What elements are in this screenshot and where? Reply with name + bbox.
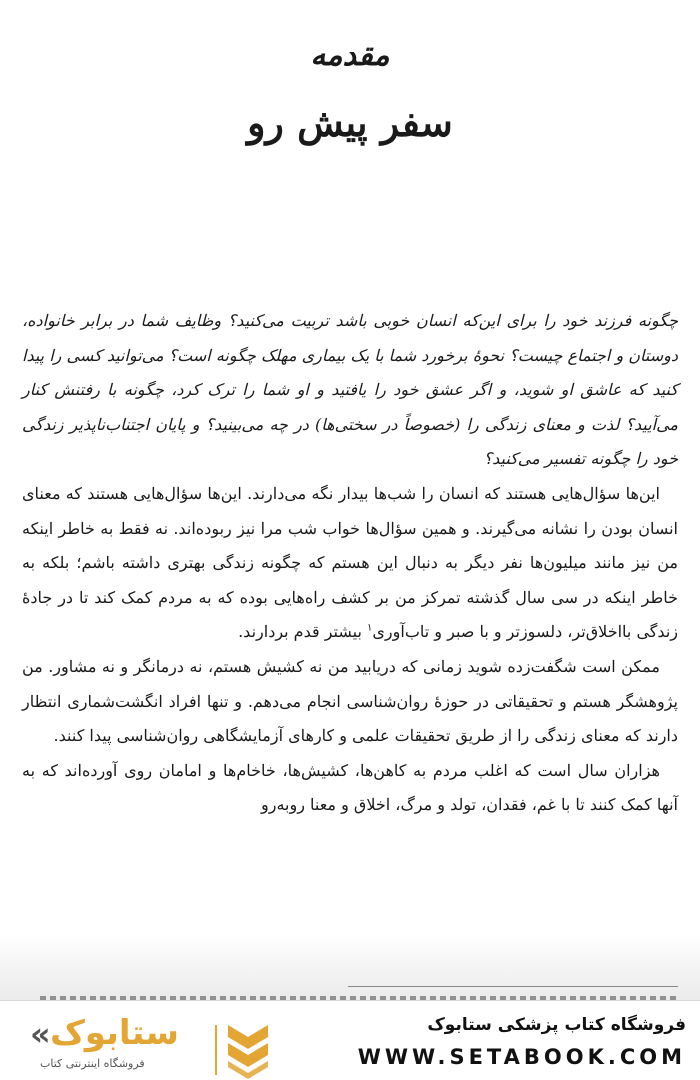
double-chevron-icon: « xyxy=(30,1015,51,1053)
chapter-label: مقدمه xyxy=(310,38,390,73)
intro-paragraph: چگونه فرزند خود را برای این‌که انسان خوبی باشد تربیت می‌کنید؟ وظایف شما در برابر خانواده، دوستان و اجتماع چیست؟ نحوهٔ برخورد شما با یک بیماری مهلک چگونه است؟ می‌توانید کسی را پیدا کنید که عاشق او شوید، و اگر عشق خود را یافتید و او شما را ترک کرد، چگونه با رفتنش کنار می‌آیید؟ لذت و معنای زندگی را (خصوصاً در سختی‌ها) در چه می‌بینید؟ و پایان اجتناب‌ناپذیر زندگی خود را چگونه تفسیر می‌کنید؟ xyxy=(22,311,679,469)
chapter-title: سفر پیش رو xyxy=(247,100,453,145)
logo-word: ستابوک xyxy=(50,1013,179,1053)
footnote-marker[interactable]: ۱ xyxy=(367,623,373,635)
logo-tagline: فروشگاه اینترنتی کتاب xyxy=(40,1057,145,1070)
store-logo[interactable] xyxy=(30,1011,270,1073)
logo-divider xyxy=(215,1025,217,1075)
page-body xyxy=(22,304,678,823)
store-banner[interactable] xyxy=(0,1000,700,1080)
footnote-text-clipped xyxy=(40,992,680,1000)
paragraph-3: ممکن است شگفت‌زده شوید زمانی که دریابید من نه کشیش هستم، نه درمانگر و نه مشاور. من پژوهشگر هستم و تحقیقاتی در حوزهٔ روان‌شناسی انجام می‌دهم. و تنها افراد انگشت‌شماری انتظار دارند که معنای زندگی را از طریق تحقیقات علمی و کارهای آزمایشگاهی روان‌شناسی پیدا کنند. xyxy=(22,656,678,746)
paragraph-2-tail: بیشتر قدم بردارند. xyxy=(238,622,362,642)
paragraph-2 xyxy=(22,477,678,650)
store-url[interactable]: WWW.SETABOOK.COM xyxy=(357,1045,686,1069)
paragraph-4: هزاران سال است که اغلب مردم به کاهن‌ها، کشیش‌ها، خاخام‌ها و امامان روی آورده‌اند که به آنها کمک کنند تا با غم، فقدان، تولد و مرگ، اخلاق و معنا روبه‌رو xyxy=(22,760,678,815)
footnote-divider xyxy=(348,986,678,987)
page-fold-shadow xyxy=(0,935,700,1000)
book-chevron-icon xyxy=(226,1021,270,1079)
paragraph-2-text: این‌ها سؤال‌هایی هستند که انسان را شب‌ها بیدار نگه می‌دارند. این‌ها سؤال‌هایی هستند که معنای انسان بودن را نشانه می‌گیرند. و همین سؤال‌ها خواب شب مرا نیز ربوده‌اند. نه فقط به خاطر اینکه من نیز مانند میلیون‌ها نفر دیگر به دنبال این هستم که چگونه زندگی بهتری داشته باشم؛ بلکه به خاطر اینکه در سی سال گذشته تمرکز من بر کشف راه‌هایی بوده که به مردم کمک کند تا در جادهٔ زندگی بااخلاق‌تر، دلسوزتر و با صبر و تاب‌آوری xyxy=(22,483,679,642)
store-name: فروشگاه کتاب پزشکی ستابوک xyxy=(427,1015,686,1035)
